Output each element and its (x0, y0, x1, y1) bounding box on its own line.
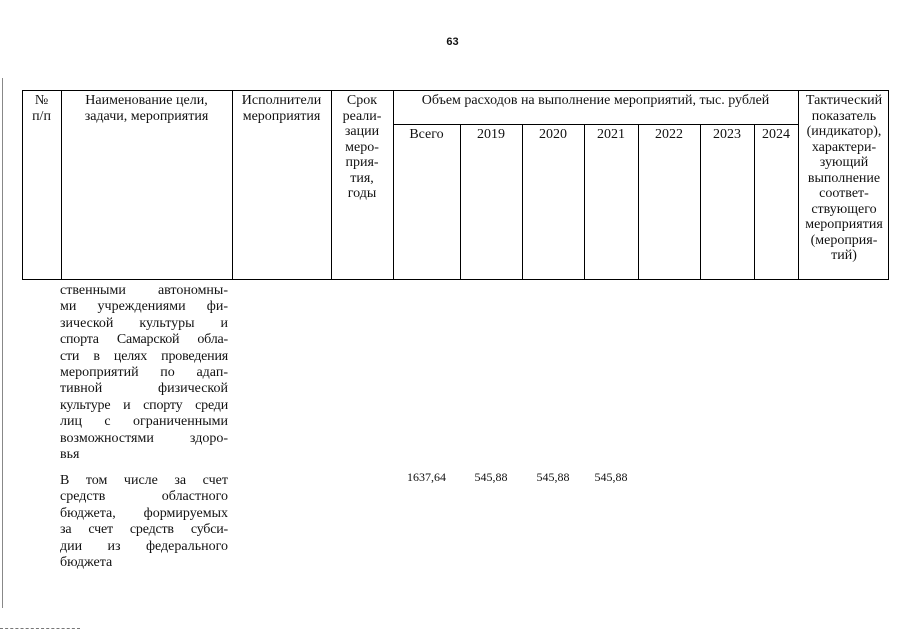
text-line: дии из федерального (60, 538, 228, 554)
header-text: (индикатор), (806, 124, 882, 139)
header-text: показатель (811, 108, 877, 124)
header-text: зации (344, 124, 380, 139)
header-text: ствующего (811, 201, 877, 217)
header-text: п/п (32, 108, 51, 124)
page-edge-line (2, 78, 3, 608)
text-line: средств областного (60, 489, 228, 505)
header-text: прия- (345, 155, 379, 170)
header-year-2021: 2021 (597, 127, 625, 142)
header-text: тий) (831, 248, 857, 263)
value-2021: 545,88 (594, 470, 628, 484)
header-total-col (393, 127, 460, 143)
header-year-2023: 2023 (713, 127, 741, 142)
text-line: ственными автономны- (60, 283, 228, 298)
header-text: № (34, 93, 49, 108)
header-expense-title (393, 93, 798, 109)
text-line: лиц с ограниченными (60, 414, 228, 430)
header-text: Всего (409, 127, 444, 142)
header-text: зующий (819, 155, 869, 170)
measure-description (60, 283, 228, 463)
header-text: меро- (345, 139, 379, 155)
header-term-col (331, 93, 393, 202)
header-name-col (61, 93, 232, 124)
header-text: характери- (811, 139, 877, 155)
header-text: (мероприя- (810, 232, 878, 248)
text-line: бюджета (60, 555, 113, 571)
header-indicator-col (798, 93, 890, 264)
text-line: зической культуры и (60, 315, 228, 331)
header-text: задачи, мероприятия (84, 108, 209, 124)
header-text: мероприятия (242, 108, 321, 124)
header-text: выполнение (807, 170, 881, 186)
header-text: Срок (346, 93, 378, 108)
header-year-2024: 2024 (762, 127, 790, 142)
text-line: В том числе за счет (60, 473, 228, 488)
header-year-2022: 2022 (655, 127, 683, 142)
text-line: за счет средств субси- (60, 522, 228, 538)
header-text: соответ- (819, 186, 869, 201)
header-executors-col (232, 93, 331, 124)
header-text: Объем расходов на выполнение мероприятий, тыс. рублей (421, 93, 770, 108)
header-text: реали- (342, 108, 382, 124)
value-2019: 545,88 (474, 470, 508, 484)
funding-source-description (60, 473, 228, 571)
value-total: 1637,64 (407, 470, 446, 484)
header-year-2019: 2019 (477, 127, 505, 142)
header-number-col (22, 93, 61, 124)
text-line: бюджета, формируемых (60, 505, 228, 521)
text-line: ми учреждениями фи- (60, 299, 228, 315)
text-line: вья (60, 447, 80, 463)
header-text: Исполнители (241, 93, 322, 108)
text-line: мероприятий по адап- (60, 365, 228, 381)
value-2020: 545,88 (536, 470, 570, 484)
header-year-2020: 2020 (539, 127, 567, 142)
text-line: тивной физической (60, 381, 228, 397)
header-text: Наименование цели, (85, 93, 208, 108)
text-line: сти в целях проведения (60, 348, 228, 364)
text-line: спорта Самарской обла- (60, 332, 228, 348)
header-text: мероприятия (805, 217, 883, 232)
page-number: 63 (446, 36, 459, 48)
text-line: культуре и спорту среди (60, 397, 228, 413)
header-text: Тактический (805, 93, 883, 108)
text-line: возможностями здоро- (60, 430, 228, 446)
header-text: тия, (350, 170, 374, 186)
header-text: годы (347, 186, 377, 201)
page-edge-dash (0, 628, 80, 629)
